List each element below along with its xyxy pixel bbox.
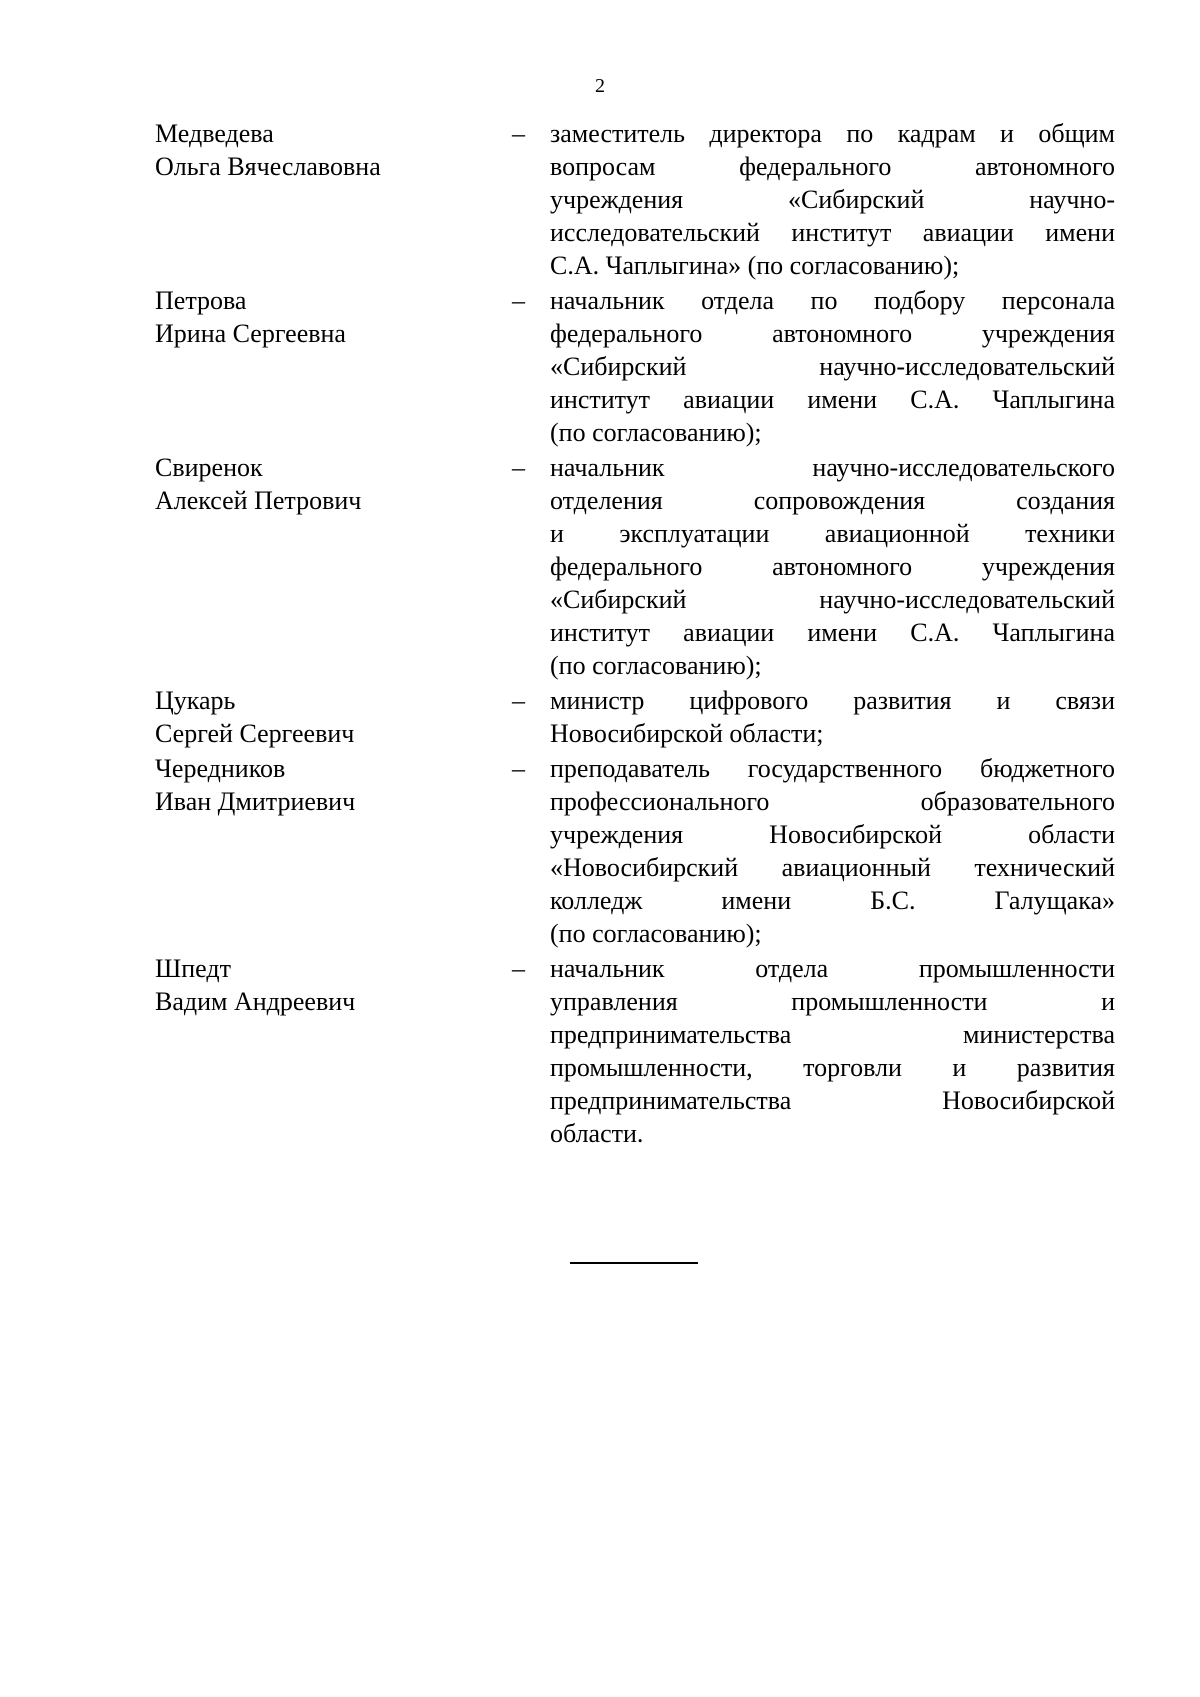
position-line: «Сибирский научно-исследовательский <box>550 585 1115 614</box>
position-line: начальник научно-исследовательского <box>550 453 1115 482</box>
member-surname: Свиренок <box>155 453 263 482</box>
member-entry <box>155 451 1115 682</box>
position-line: (по согласованию); <box>550 418 762 447</box>
dash-separator: – <box>512 754 525 783</box>
member-position <box>550 952 1115 1150</box>
position-line: управления промышленности и <box>550 987 1115 1016</box>
position-line: институт авиации имени С.А. Чаплыгина <box>550 385 1115 414</box>
position-line: и эксплуатации авиационной техники <box>550 519 1115 548</box>
position-line: предпринимательства министерства <box>550 1020 1115 1049</box>
position-line: министр цифрового развития и связи <box>550 686 1115 715</box>
position-line: промышленности, торговли и развития <box>550 1053 1115 1082</box>
member-entry <box>155 117 1115 282</box>
member-entry <box>155 284 1115 449</box>
member-position <box>550 684 1115 750</box>
member-position <box>550 752 1115 950</box>
member-given-names: Иван Дмитриевич <box>155 787 356 816</box>
member-surname: Чередников <box>155 754 286 783</box>
member-list <box>155 117 1115 1150</box>
position-line: «Сибирский научно-исследовательский <box>550 352 1115 381</box>
dash-separator: – <box>512 954 525 983</box>
dash-separator: – <box>512 286 525 315</box>
member-name <box>155 451 512 682</box>
position-line: предпринимательства Новосибирской <box>550 1086 1115 1115</box>
position-line: (по согласованию); <box>550 919 762 948</box>
position-line: начальник отдела промышленности <box>550 954 1115 983</box>
member-surname: Медведева <box>155 119 274 148</box>
position-line: области. <box>550 1119 644 1148</box>
member-position <box>550 284 1115 449</box>
member-surname: Петрова <box>155 286 247 315</box>
position-line: колледж имени Б.С. Галущака» <box>550 886 1115 915</box>
dash-separator: – <box>512 686 525 715</box>
dash-separator: – <box>512 119 525 148</box>
member-name <box>155 952 512 1150</box>
member-given-names: Ольга Вячеславовна <box>155 152 381 181</box>
member-name <box>155 752 512 950</box>
position-line: федерального автономного учреждения <box>550 552 1115 581</box>
position-line: вопросам федерального автономного <box>550 152 1115 181</box>
position-line: С.А. Чаплыгина» (по согласованию); <box>550 251 960 280</box>
position-line: институт авиации имени С.А. Чаплыгина <box>550 618 1115 647</box>
member-given-names: Алексей Петрович <box>155 486 362 515</box>
member-given-names: Вадим Андреевич <box>155 987 356 1016</box>
position-line: учреждения Новосибирской области <box>550 820 1115 849</box>
position-line: учреждения «Сибирский научно- <box>550 185 1115 214</box>
position-line: (по согласованию); <box>550 651 762 680</box>
member-surname: Цукарь <box>155 686 236 715</box>
position-line: профессионального образовательного <box>550 787 1115 816</box>
member-entry <box>155 752 1115 950</box>
position-line: исследовательский институт авиации имени <box>550 218 1115 247</box>
page-number: 2 <box>595 75 605 97</box>
position-line: отделения сопровождения создания <box>550 486 1115 515</box>
position-line: преподаватель государственного бюджетного <box>550 754 1115 783</box>
position-line: Новосибирской области; <box>550 719 824 748</box>
position-line: «Новосибирский авиационный технический <box>550 853 1115 882</box>
member-entry <box>155 952 1115 1150</box>
position-line: федерального автономного учреждения <box>550 319 1115 348</box>
member-name <box>155 684 512 750</box>
member-name <box>155 117 512 282</box>
member-position <box>550 451 1115 682</box>
member-given-names: Сергей Сергеевич <box>155 719 355 748</box>
dash-separator: – <box>512 453 525 482</box>
member-given-names: Ирина Сергеевна <box>155 319 346 348</box>
position-line: начальник отдела по подбору персонала <box>550 286 1115 315</box>
member-position <box>550 117 1115 282</box>
end-of-list-rule <box>570 1262 698 1264</box>
member-name <box>155 284 512 449</box>
member-surname: Шпедт <box>155 954 231 983</box>
position-line: заместитель директора по кадрам и общим <box>550 119 1115 148</box>
member-entry <box>155 684 1115 750</box>
